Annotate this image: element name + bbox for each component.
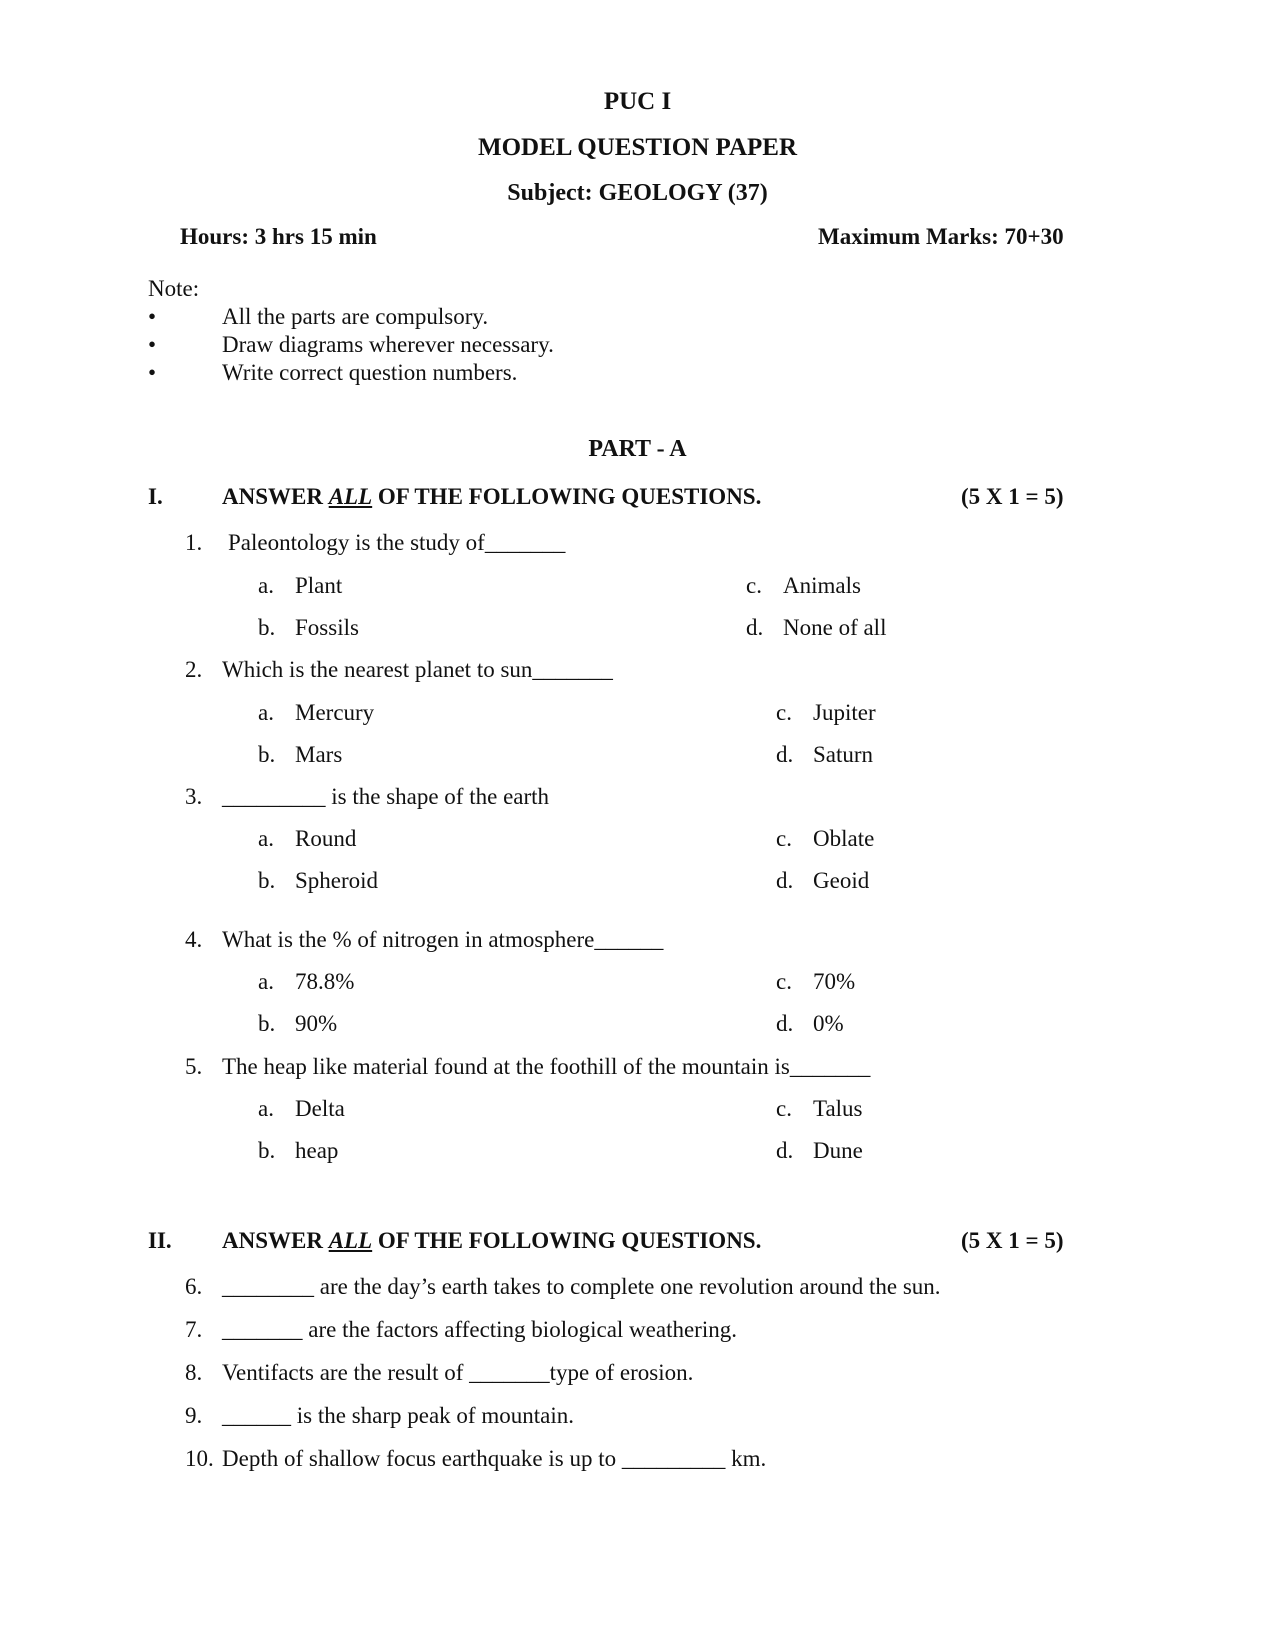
- max-marks-label: Maximum Marks: 70+30: [818, 224, 1064, 249]
- option-letter: b.: [258, 868, 276, 893]
- instruction-post: OF THE FOLLOWING QUESTIONS.: [372, 1228, 762, 1253]
- option-text: Geoid: [813, 868, 870, 893]
- section-marks: (5 X 1 = 5): [961, 484, 1064, 509]
- option-letter: a.: [258, 969, 274, 994]
- option-letter: a.: [258, 573, 274, 598]
- note-item: Draw diagrams wherever necessary.: [222, 332, 554, 357]
- option-letter: b.: [258, 1138, 276, 1163]
- option-letter: c.: [776, 969, 792, 994]
- part-a-title: PART - A: [588, 436, 687, 462]
- class-title: PUC I: [603, 88, 672, 115]
- note-label: Note:: [148, 276, 200, 301]
- option-letter: c.: [776, 700, 792, 725]
- section-number: II.: [148, 1228, 172, 1253]
- option-letter: a.: [258, 700, 274, 725]
- option-letter: b.: [258, 615, 276, 640]
- question-number: 1.: [185, 530, 203, 555]
- instruction-post: OF THE FOLLOWING QUESTIONS.: [372, 484, 762, 509]
- question-number: 5.: [185, 1054, 203, 1079]
- note-item: All the parts are compulsory.: [222, 304, 489, 329]
- instruction-pre: ANSWER: [222, 484, 329, 509]
- option-text: Plant: [295, 573, 343, 598]
- option-text: Fossils: [295, 615, 359, 640]
- option-text: Delta: [295, 1096, 345, 1121]
- question-number: 10.: [185, 1446, 214, 1471]
- question-number: 2.: [185, 657, 203, 682]
- note-bullet: •: [148, 332, 157, 357]
- option-letter: a.: [258, 826, 274, 851]
- option-letter: c.: [776, 1096, 792, 1121]
- option-text: 0%: [813, 1011, 844, 1036]
- section-instruction: [222, 484, 761, 510]
- question-number: 4.: [185, 927, 203, 952]
- option-letter: b.: [258, 1011, 276, 1036]
- note-bullet: •: [148, 360, 157, 385]
- question-text: What is the % of nitrogen in atmosphere______: [222, 927, 664, 952]
- option-letter: d.: [776, 868, 794, 893]
- option-text: Dune: [813, 1138, 863, 1163]
- section-instruction: [222, 1228, 761, 1254]
- option-letter: c.: [776, 826, 792, 851]
- question-text: _______ are the factors affecting biological weathering.: [222, 1317, 737, 1342]
- option-text: Mercury: [295, 700, 375, 725]
- option-letter: d.: [776, 1011, 794, 1036]
- question-text: Ventifacts are the result of _______type of erosion.: [222, 1360, 694, 1385]
- paper-title: MODEL QUESTION PAPER: [477, 134, 798, 161]
- question-text: Which is the nearest planet to sun_______: [222, 657, 613, 682]
- option-text: Talus: [813, 1096, 863, 1121]
- instruction-emphasis: ALL: [328, 484, 373, 509]
- section-marks: (5 X 1 = 5): [961, 1228, 1064, 1253]
- option-text: Round: [295, 826, 357, 851]
- question-number: 9.: [185, 1403, 203, 1428]
- question-text: The heap like material found at the foothill of the mountain is_______: [222, 1054, 871, 1079]
- question-text: Depth of shallow focus earthquake is up to _________ km.: [222, 1446, 767, 1471]
- note-item: Write correct question numbers.: [222, 360, 518, 385]
- option-letter: d.: [776, 1138, 794, 1163]
- option-text: Spheroid: [295, 868, 379, 893]
- question-number: 8.: [185, 1360, 203, 1385]
- instruction-emphasis: ALL: [328, 1228, 373, 1253]
- hours-label: Hours: 3 hrs 15 min: [180, 224, 377, 249]
- option-text: 70%: [813, 969, 856, 994]
- question-text: Paleontology is the study of_______: [228, 530, 566, 555]
- option-text: None of all: [783, 615, 887, 640]
- option-text: 78.8%: [295, 969, 355, 994]
- section-number: I.: [148, 484, 163, 509]
- subject-title: Subject: GEOLOGY (37): [507, 180, 768, 206]
- option-text: heap: [295, 1138, 339, 1163]
- option-letter: c.: [746, 573, 762, 598]
- option-text: 90%: [295, 1011, 338, 1036]
- option-text: Jupiter: [813, 700, 876, 725]
- option-text: Mars: [295, 742, 343, 767]
- option-text: Saturn: [813, 742, 874, 767]
- question-number: 3.: [185, 784, 203, 809]
- option-text: Animals: [783, 573, 861, 598]
- question-number: 6.: [185, 1274, 203, 1299]
- instruction-pre: ANSWER: [222, 1228, 329, 1253]
- question-text: ________ are the day’s earth takes to complete one revolution around the sun.: [222, 1274, 941, 1299]
- option-letter: b.: [258, 742, 276, 767]
- question-text: _________ is the shape of the earth: [222, 784, 550, 809]
- option-letter: d.: [776, 742, 794, 767]
- option-text: Oblate: [813, 826, 875, 851]
- question-text: ______ is the sharp peak of mountain.: [222, 1403, 574, 1428]
- question-number: 7.: [185, 1317, 203, 1342]
- note-bullet: •: [148, 304, 157, 329]
- option-letter: a.: [258, 1096, 274, 1121]
- option-letter: d.: [746, 615, 764, 640]
